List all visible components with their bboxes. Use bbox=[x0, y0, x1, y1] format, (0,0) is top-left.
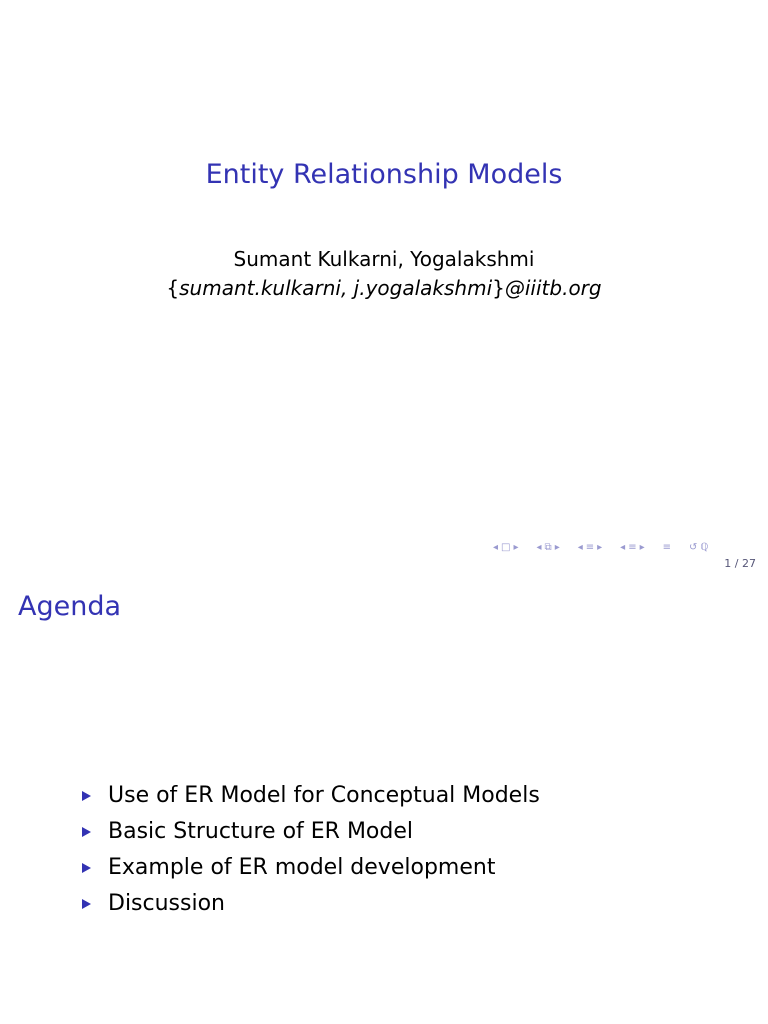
triangle-bullet-icon bbox=[82, 863, 91, 873]
nav-subsubsection-icon[interactable]: ≡ bbox=[628, 541, 637, 553]
nav-section-prev-icon[interactable]: ◂ bbox=[577, 541, 583, 553]
nav-subsubsection-next-icon[interactable]: ▸ bbox=[639, 541, 645, 553]
nav-section-next-icon[interactable]: ▸ bbox=[597, 541, 603, 553]
nav-frame-prev-icon[interactable]: ◂ bbox=[493, 541, 499, 553]
list-item bbox=[80, 778, 540, 814]
email-domain: @iiitb.org bbox=[504, 276, 602, 300]
list-item bbox=[80, 886, 540, 922]
list-item-label: Use of ER Model for Conceptual Models bbox=[108, 783, 540, 808]
nav-frame-next-icon[interactable]: ▸ bbox=[513, 541, 519, 553]
nav-subsection-next-icon[interactable]: ▸ bbox=[554, 541, 560, 553]
email-brace-close: } bbox=[492, 276, 505, 300]
nav-document-icon[interactable]: ≡ bbox=[662, 541, 672, 553]
nav-back-icon[interactable]: ↺ bbox=[689, 541, 698, 553]
list-item bbox=[80, 814, 540, 850]
author-emails bbox=[0, 276, 768, 300]
email-names: sumant.kulkarni, j.yogalakshmi bbox=[179, 276, 493, 300]
presentation-title: Entity Relationship Models bbox=[205, 159, 563, 190]
email-brace-open: { bbox=[166, 276, 180, 300]
list-item-label: Example of ER model development bbox=[108, 855, 496, 880]
frame-title: Agenda bbox=[18, 591, 122, 622]
list-item-label: Discussion bbox=[108, 891, 225, 916]
page-number: 1 / 27 bbox=[724, 557, 756, 570]
nav-search-icon[interactable]: ℚ bbox=[700, 541, 709, 553]
triangle-bullet-icon bbox=[82, 791, 91, 801]
triangle-bullet-icon bbox=[82, 827, 91, 837]
list-item bbox=[80, 850, 540, 886]
beamer-navigation-bar bbox=[493, 540, 763, 554]
authors: Sumant Kulkarni, Yogalakshmi bbox=[233, 247, 535, 271]
nav-subsubsection-prev-icon[interactable]: ◂ bbox=[620, 541, 626, 553]
agenda-slide bbox=[0, 576, 768, 1024]
nav-section-icon[interactable]: ≡ bbox=[585, 541, 595, 553]
nav-frame-icon[interactable]: □ bbox=[501, 541, 511, 553]
nav-subsection-icon[interactable]: ⧉ bbox=[544, 541, 552, 553]
triangle-bullet-icon bbox=[82, 899, 91, 909]
list-item-label: Basic Structure of ER Model bbox=[108, 819, 414, 844]
agenda-list bbox=[80, 778, 540, 922]
nav-subsection-prev-icon[interactable]: ◂ bbox=[536, 541, 542, 553]
